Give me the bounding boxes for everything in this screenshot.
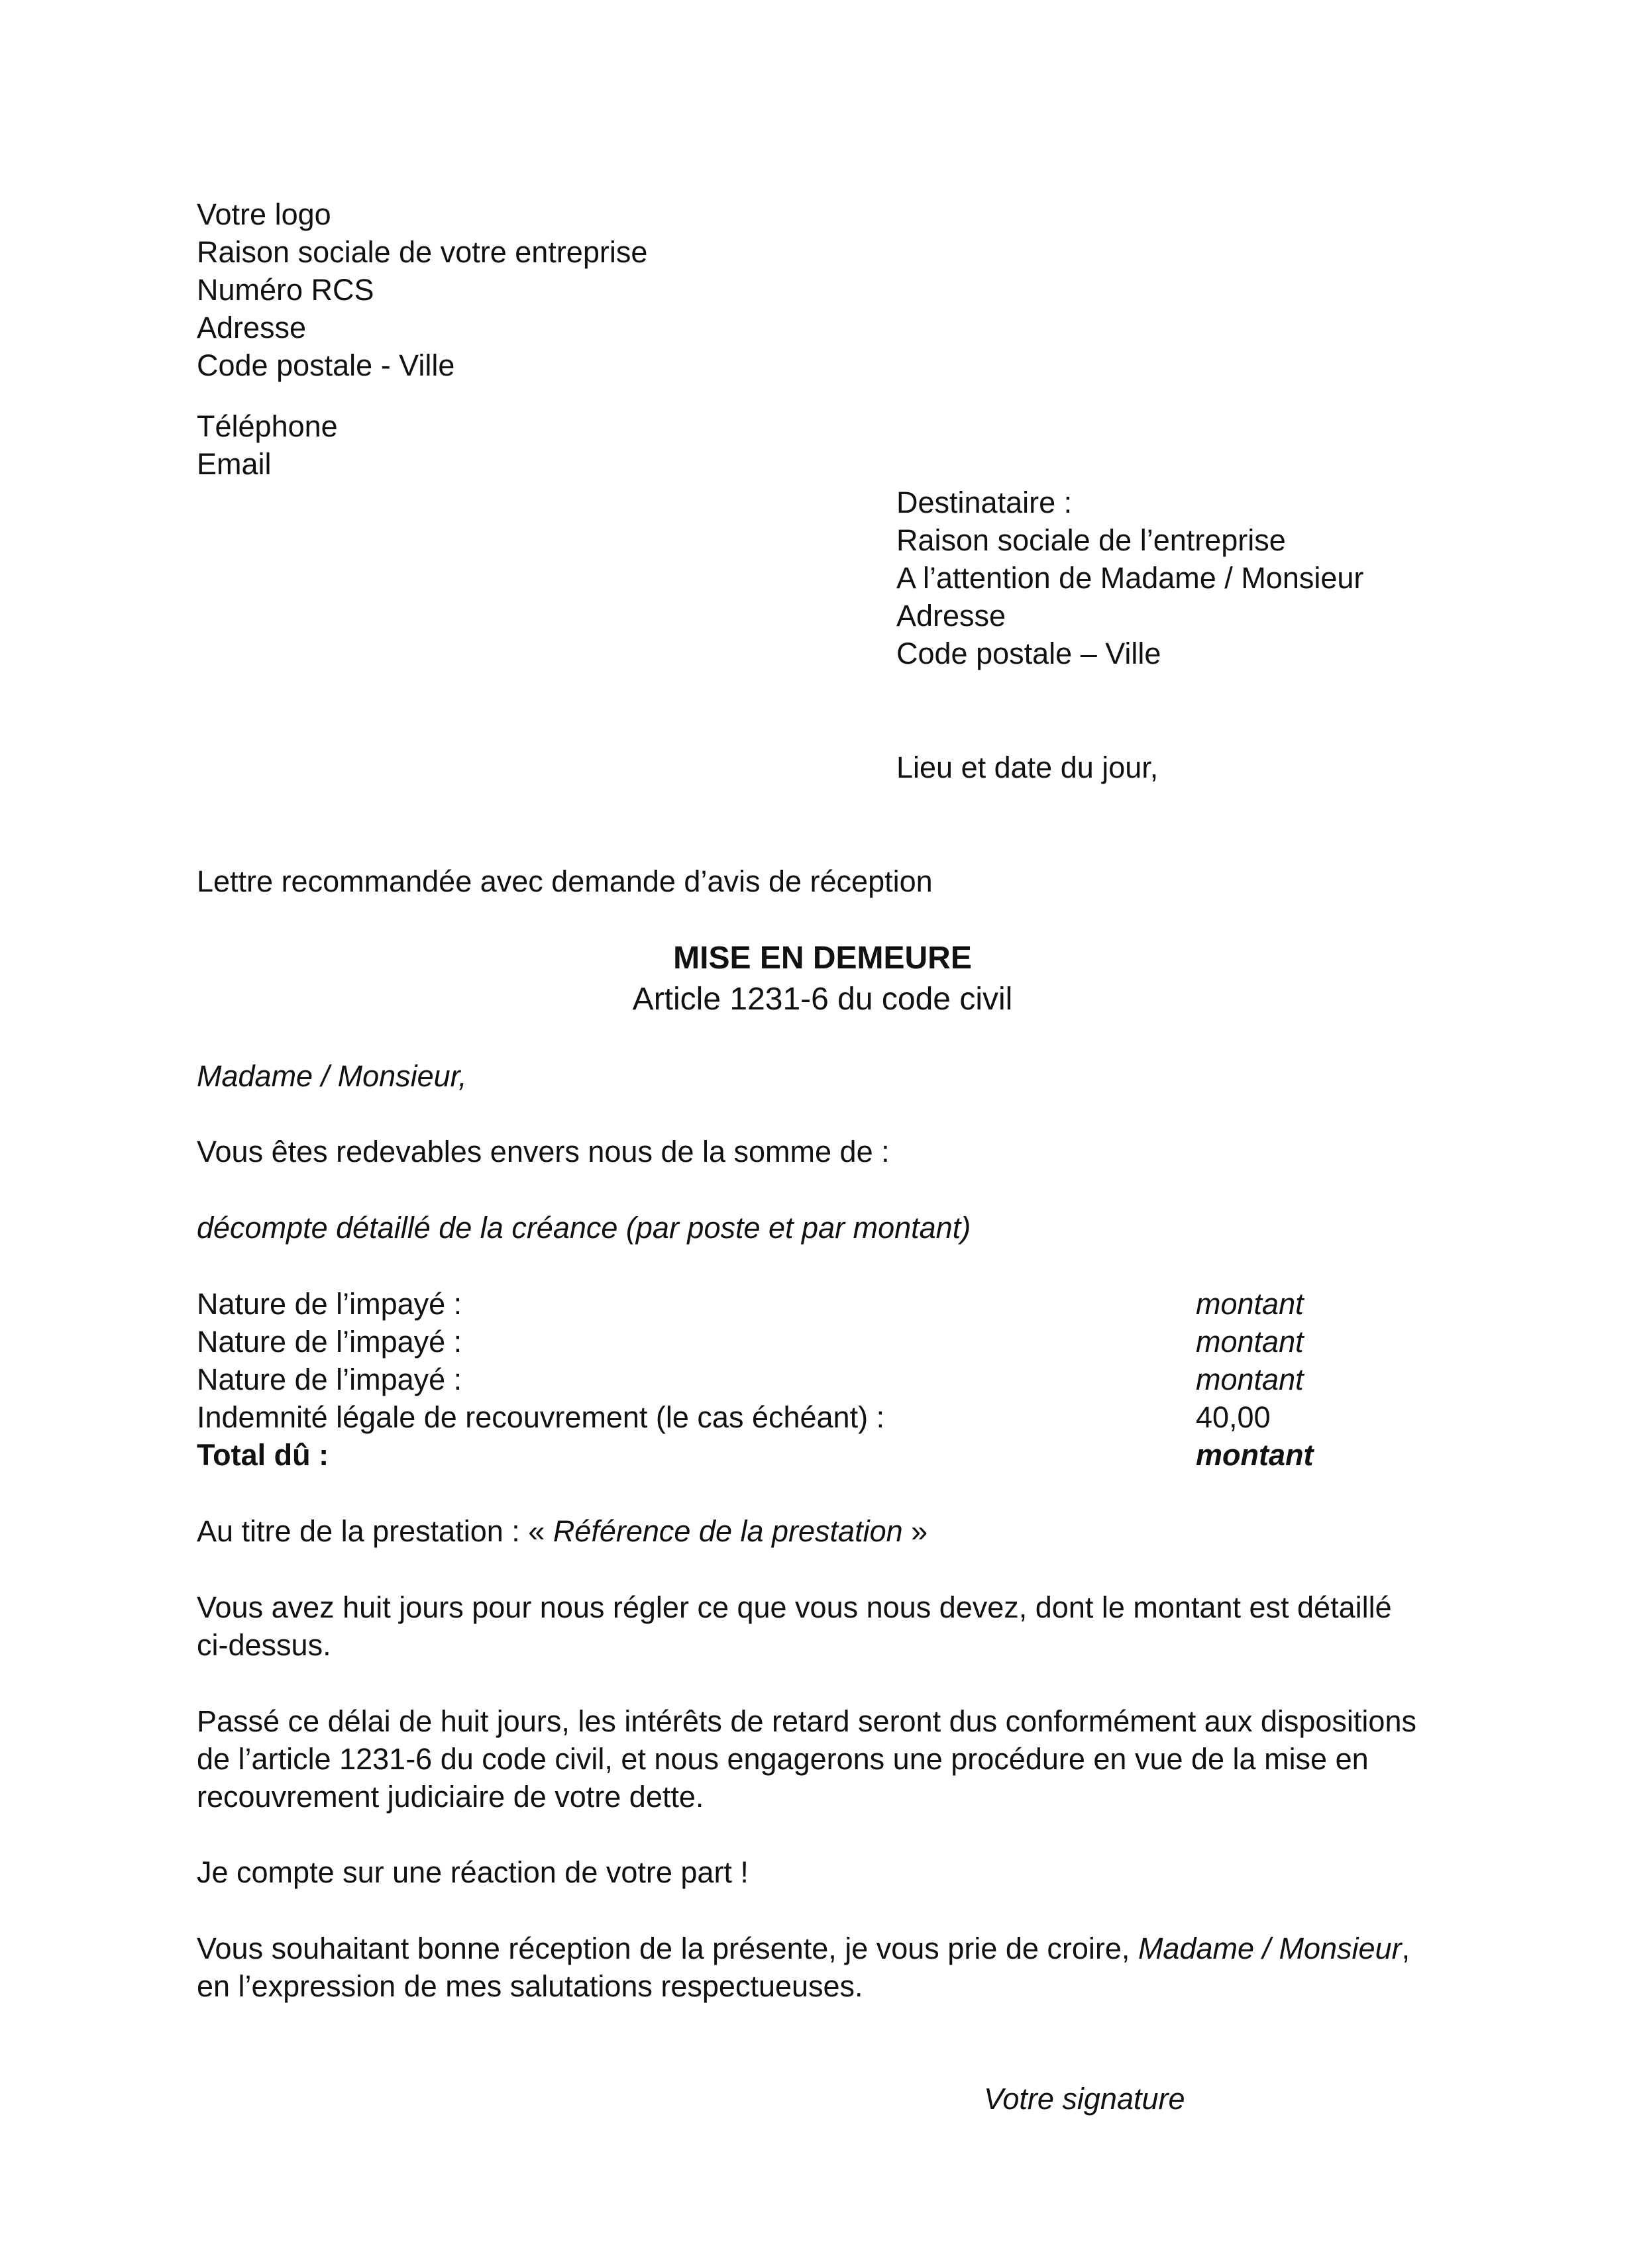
letter-title: MISE EN DEMEURE (673, 941, 972, 976)
sender-company: Raison sociale de votre entreprise (197, 235, 648, 269)
debt-amount: montant (1196, 1325, 1304, 1359)
debt-label: Nature de l’impayé : (197, 1363, 462, 1396)
paragraph-line: Passé ce délai de huit jours, les intérêts de retard seront dus conformément aux dispositions (197, 1704, 1416, 1738)
recipient-city: Code postale – Ville (896, 637, 1161, 670)
service-prefix: Au titre de la prestation : « (197, 1514, 553, 1548)
recipient-attention: A l’attention de Madame / Monsieur (896, 561, 1364, 595)
debt-label: Indemnité légale de recouvrement (le cas échéant) : (197, 1400, 885, 1434)
closing-line (197, 1930, 1410, 1967)
recipient-company: Raison sociale de l’entreprise (896, 523, 1286, 557)
salutation: Madame / Monsieur, (197, 1059, 467, 1093)
closing-addressee: Madame / Monsieur (1138, 1932, 1402, 1965)
debt-amount: 40,00 (1196, 1400, 1271, 1434)
debt-label: Nature de l’impayé : (197, 1325, 462, 1359)
closing-text: Vous souhaitant bonne réception de la présente, je vous prie de croire, (197, 1932, 1138, 1965)
sender-email: Email (197, 447, 272, 481)
paragraph-reaction: Je compte sur une réaction de votre part ! (197, 1855, 749, 1889)
closing-comma: , (1401, 1932, 1410, 1965)
debt-amount: montant (1196, 1363, 1304, 1396)
recipient-heading: Destinataire : (896, 486, 1073, 519)
paragraph-line: recouvrement judiciaire de votre dette. (197, 1780, 704, 1814)
paragraph-line: ci-dessus. (197, 1628, 331, 1662)
place-date: Lieu et date du jour, (896, 750, 1159, 784)
signature: Votre signature (984, 2082, 1185, 2116)
total-amount: montant (1196, 1438, 1314, 1472)
recipient-address: Adresse (896, 599, 1006, 633)
service-suffix: » (902, 1514, 928, 1548)
letter-subtitle: Article 1231-6 du code civil (632, 982, 1013, 1017)
paragraph-line: Vous avez huit jours pour nous régler ce que vous nous devez, dont le montant est détaillé (197, 1590, 1392, 1624)
service-reference: Référence de la prestation (553, 1514, 903, 1548)
intro-text: Vous êtes redevables envers nous de la somme de : (197, 1135, 890, 1168)
paragraph-line: de l’article 1231-6 du code civil, et nous engagerons une procédure en vue de la mise en (197, 1742, 1369, 1776)
sender-phone: Téléphone (197, 409, 338, 443)
sender-city: Code postale - Ville (197, 348, 455, 382)
closing-line: en l’expression de mes salutations respectueuses. (197, 1969, 863, 2003)
detail-note: décompte détaillé de la créance (par poste et par montant) (197, 1211, 971, 1245)
debt-amount: montant (1196, 1287, 1304, 1321)
total-label: Total dû : (197, 1438, 329, 1472)
service-reference-line (197, 1512, 928, 1550)
debt-label: Nature de l’impayé : (197, 1287, 462, 1321)
registered-mail-note: Lettre recommandée avec demande d’avis de réception (197, 864, 933, 898)
sender-address: Adresse (197, 311, 307, 344)
sender-rcs: Numéro RCS (197, 273, 374, 307)
sender-logo: Votre logo (197, 197, 331, 231)
